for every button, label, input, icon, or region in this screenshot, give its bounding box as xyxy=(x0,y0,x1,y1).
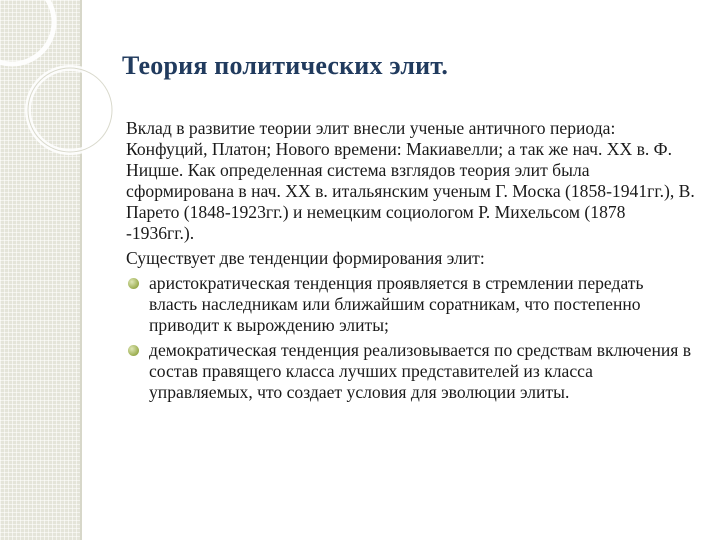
bullet-icon xyxy=(128,345,139,356)
list-item xyxy=(126,340,696,403)
slide-body xyxy=(126,118,696,407)
bullet-icon xyxy=(128,278,139,289)
concentric-circles-decoration xyxy=(0,0,140,170)
list-item xyxy=(126,273,696,336)
list-item-text: демократическая тенденция реализовывается по средствам включения в состав правящего класса лучших представителей из класса управляемых, что создает условия для эволюции элиты. xyxy=(149,340,692,402)
intro-paragraph: Вклад в развитие теории элит внесли ученые античного периода: Конфуций, Платон; Нового времени: Макиавелли; а так же нач. XX в. Ф. Ницше. Как определенная система взглядов теория элит была сформирована в нач. XX в. итальянским ученым Г. Моска (1858-1941гг.), В. Парето (1848-1923гг.) и немецким социологом Р. Михельсом (1878 -1936гг.). xyxy=(126,118,695,243)
tendencies-lead: Существует две тенденции формирования элит: xyxy=(126,248,485,268)
list-item-text: аристократическая тенденция проявляется в стремлении передать власть наследникам или ближайшим соратникам, что постепенно приводит к вырождению элиты; xyxy=(149,273,644,335)
tendencies-list xyxy=(126,273,696,403)
slide-title: Теория политических элит. xyxy=(122,51,449,80)
